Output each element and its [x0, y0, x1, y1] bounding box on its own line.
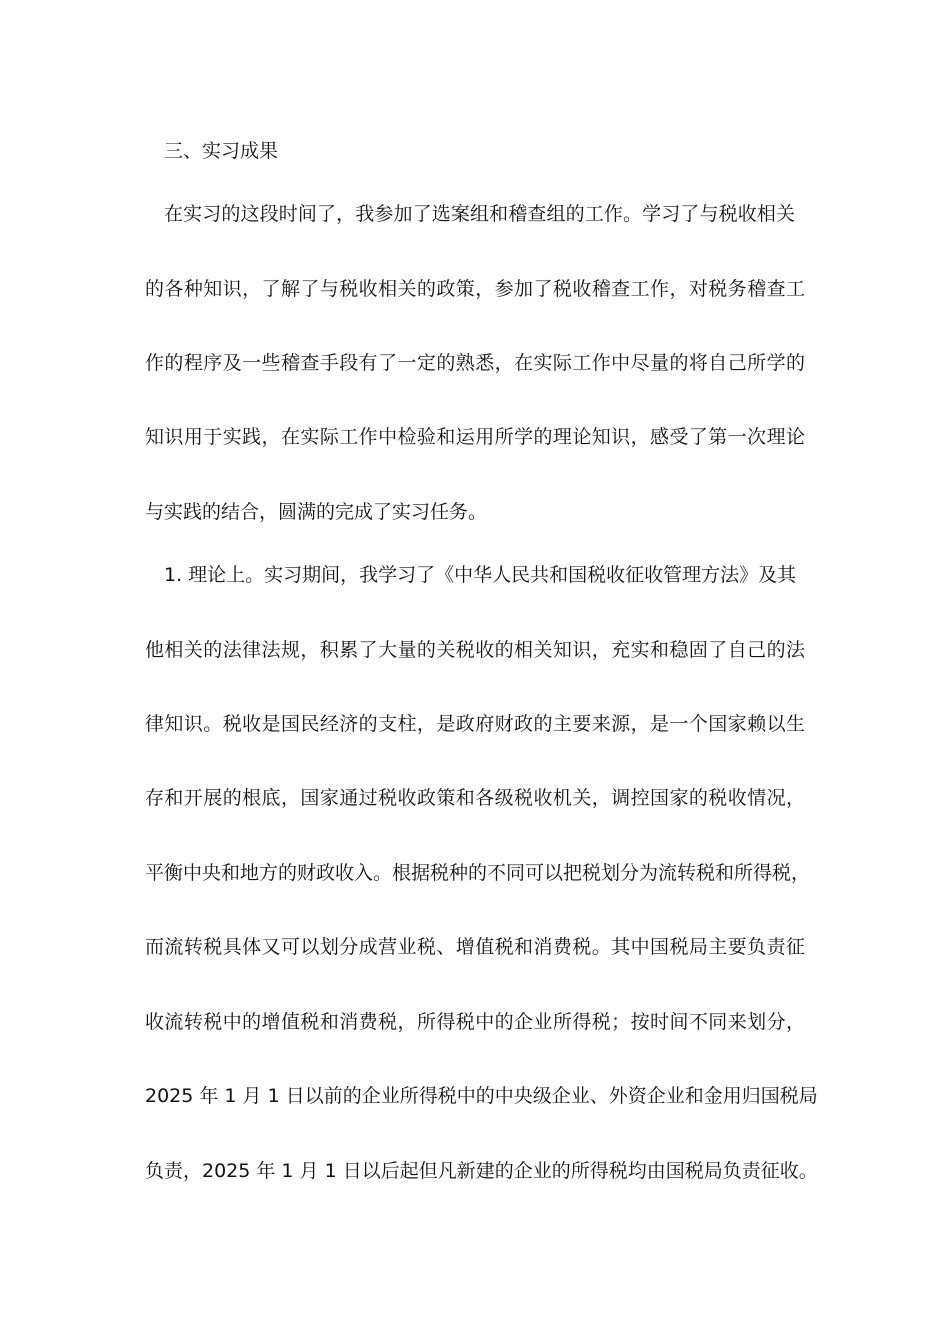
paragraph-2-line-4: 存和开展的根底，国家通过税收政策和各级税收机关，调控国家的税收情况， — [145, 787, 805, 809]
paragraph-1-line-3: 作的程序及一些稽查手段有了一定的熟悉，在实际工作中尽量的将自己所学的 — [145, 352, 805, 374]
paragraph-2-line-2: 他相关的法律法规，积累了大量的关税收的相关知识，充实和稳固了自己的法 — [145, 639, 805, 661]
paragraph-2-line-7: 收流转税中的增值税和消费税，所得税中的企业所得税；按时间不同来划分， — [145, 1011, 805, 1033]
paragraph-2-line-1: 1. 理论上。实习期间，我学习了《中华人民共和国税收征收管理方法》及其 — [164, 564, 797, 586]
paragraph-2-line-6: 而流转税具体又可以划分成营业税、增值税和消费税。其中国税局主要负责征 — [145, 936, 805, 958]
paragraph-1-line-1: 在实习的这段时间了，我参加了选案组和稽查组的工作。学习了与税收相关 — [164, 203, 795, 225]
paragraph-2-line-5: 平衡中央和地方的财政收入。根据税种的不同可以把税划分为流转税和所得税， — [145, 862, 811, 884]
paragraph-2-line-8: 2025 年 1 月 1 日以前的企业所得税中的中央级企业、外资企业和金用归国税局 — [145, 1085, 818, 1107]
section-heading: 三、实习成果 — [164, 140, 279, 162]
paragraph-2-line-3: 律知识。税收是国民经济的支柱，是政府财政的主要来源，是一个国家赖以生 — [145, 713, 805, 735]
paragraph-2-line-9: 负责，2025 年 1 月 1 日以后起但凡新建的企业的所得税均由国税局负责征收。 — [145, 1160, 818, 1182]
paragraph-1-line-2: 的各种知识，了解了与税收相关的政策，参加了税收稽查工作，对税务稽查工 — [145, 278, 805, 300]
paragraph-1-line-5: 与实践的结合，圆满的完成了实习任务。 — [145, 501, 488, 523]
paragraph-1-line-4: 知识用于实践，在实际工作中检验和运用所学的理论知识，感受了第一次理论 — [145, 426, 805, 448]
